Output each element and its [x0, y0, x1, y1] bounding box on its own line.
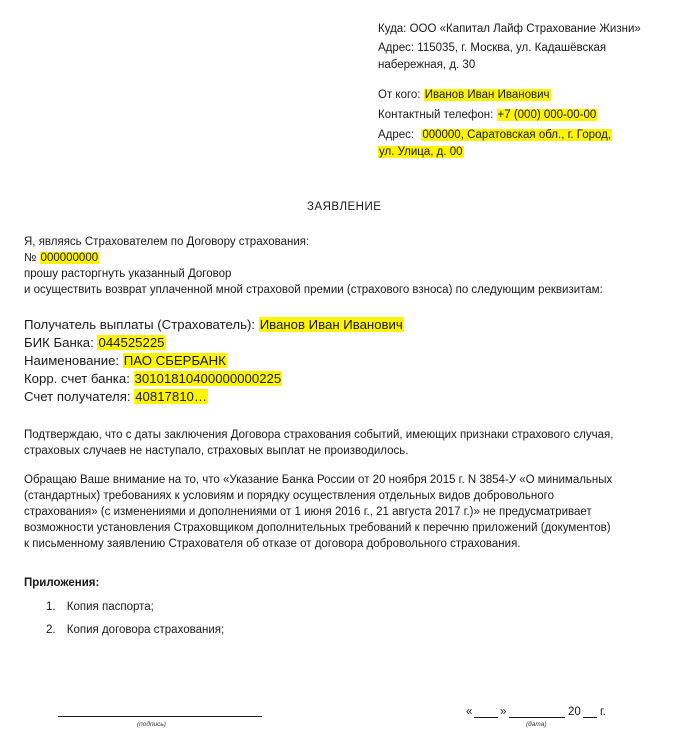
notice-line2: (стандартных) требованиях к условиям и порядку осуществления отдельных видов добровольного: [24, 490, 554, 502]
sender-address-value2: ул. Улица, д. 00: [379, 146, 463, 158]
confirm-line2: страховых случаев не наступало, страховых выплат не производилось.: [24, 445, 409, 457]
sender-address-label: Адрес:: [378, 129, 415, 141]
sender-address-line2-row: [378, 145, 464, 159]
contract-number: 000000000: [40, 252, 99, 264]
date-year-suffix: г.: [600, 706, 606, 718]
notice-line5: к письменному заявлению Страхователя об отказе от договора добровольного страхования.: [24, 538, 521, 550]
detail-label: Корр. счет банка:: [24, 371, 130, 386]
contract-number-row: [24, 251, 99, 265]
date-close-quote: »: [500, 706, 507, 718]
intro-line1: Я, являясь Страхователем по Договору страхования:: [24, 236, 310, 248]
number-sign: №: [24, 252, 37, 264]
attachments-title: Приложения:: [24, 577, 100, 589]
signature-line: [58, 716, 262, 717]
detail-bik: [24, 334, 166, 351]
sender-name: Иванов Иван Иванович: [424, 89, 550, 101]
detail-value: ПАО СБЕРБАНК: [123, 353, 226, 368]
signature-caption: (подпись): [137, 721, 166, 728]
sender-row: [378, 88, 551, 102]
recipient-line: Куда: ООО «Капитал Лайф Страхование Жизни»: [378, 23, 641, 35]
intro-line4: и осуществить возврат уплаченной мной страховой премии (страхового взноса) по следующим реквизитам:: [24, 284, 603, 296]
document-title: ЗАЯВЛЕНИЕ: [307, 201, 382, 213]
attachment-item: [46, 600, 154, 614]
attachment-item: [46, 623, 224, 637]
detail-account: [24, 388, 208, 405]
notice-line4: возможности установления Страховщиком дополнительных требований к перечню приложений (документов): [24, 522, 611, 534]
sender-label: От кого:: [378, 89, 421, 101]
sender-address-row: [378, 128, 612, 142]
date-open-quote: «: [466, 706, 473, 718]
date-caption: (дата): [526, 721, 547, 728]
phone-value: +7 (000) 000-00-00: [497, 109, 597, 121]
phone-row: [378, 108, 597, 122]
recipient-address-line1: Адрес: 115035, г. Москва, ул. Кадашёвская: [378, 42, 607, 54]
detail-value: 30101810400000000225: [134, 371, 282, 386]
notice-line1: Обращаю Ваше внимание на то, что «Указание Банка России от 20 ноября 2015 г. N 3854-У «О минимальных: [24, 474, 613, 486]
phone-label: Контактный телефон:: [378, 109, 494, 121]
confirm-line1: Подтверждаю, что с даты заключения Договора страхования событий, имеющих признаки страхового случая,: [24, 429, 614, 441]
intro-line3: прошу расторгнуть указанный Договор: [24, 268, 232, 280]
detail-label: Получатель выплаты (Страхователь):: [24, 317, 256, 332]
detail-label: Наименование:: [24, 353, 120, 368]
detail-label: БИК Банка:: [24, 335, 94, 350]
detail-bank-name: [24, 352, 227, 369]
date-month-line: [509, 717, 565, 718]
date-year-line: [583, 717, 597, 718]
detail-value: Иванов Иван Иванович: [259, 317, 403, 332]
attachment-text: Копия договора страхования;: [66, 624, 225, 636]
detail-value: 044525225: [98, 335, 165, 350]
detail-corr-account: [24, 370, 282, 387]
notice-line3: страхования» (с изменениями и дополнениями от 1 июня 2016 г., 21 августа 2017 г.)» не предусматривает: [24, 506, 592, 518]
detail-recipient: [24, 316, 404, 333]
sender-address-value1: 000000, Саратовская обл., г. Город,: [422, 129, 612, 141]
detail-value: 40817810…: [135, 389, 208, 404]
date-day-line: [474, 717, 498, 718]
date-year-prefix: 20: [568, 706, 581, 718]
detail-label: Счет получателя:: [24, 389, 131, 404]
attachment-number: 1.: [46, 601, 56, 613]
attachment-text: Копия паспорта;: [66, 601, 154, 613]
recipient-address-line2: набережная, д. 30: [378, 59, 476, 71]
attachment-number: 2.: [46, 624, 56, 636]
